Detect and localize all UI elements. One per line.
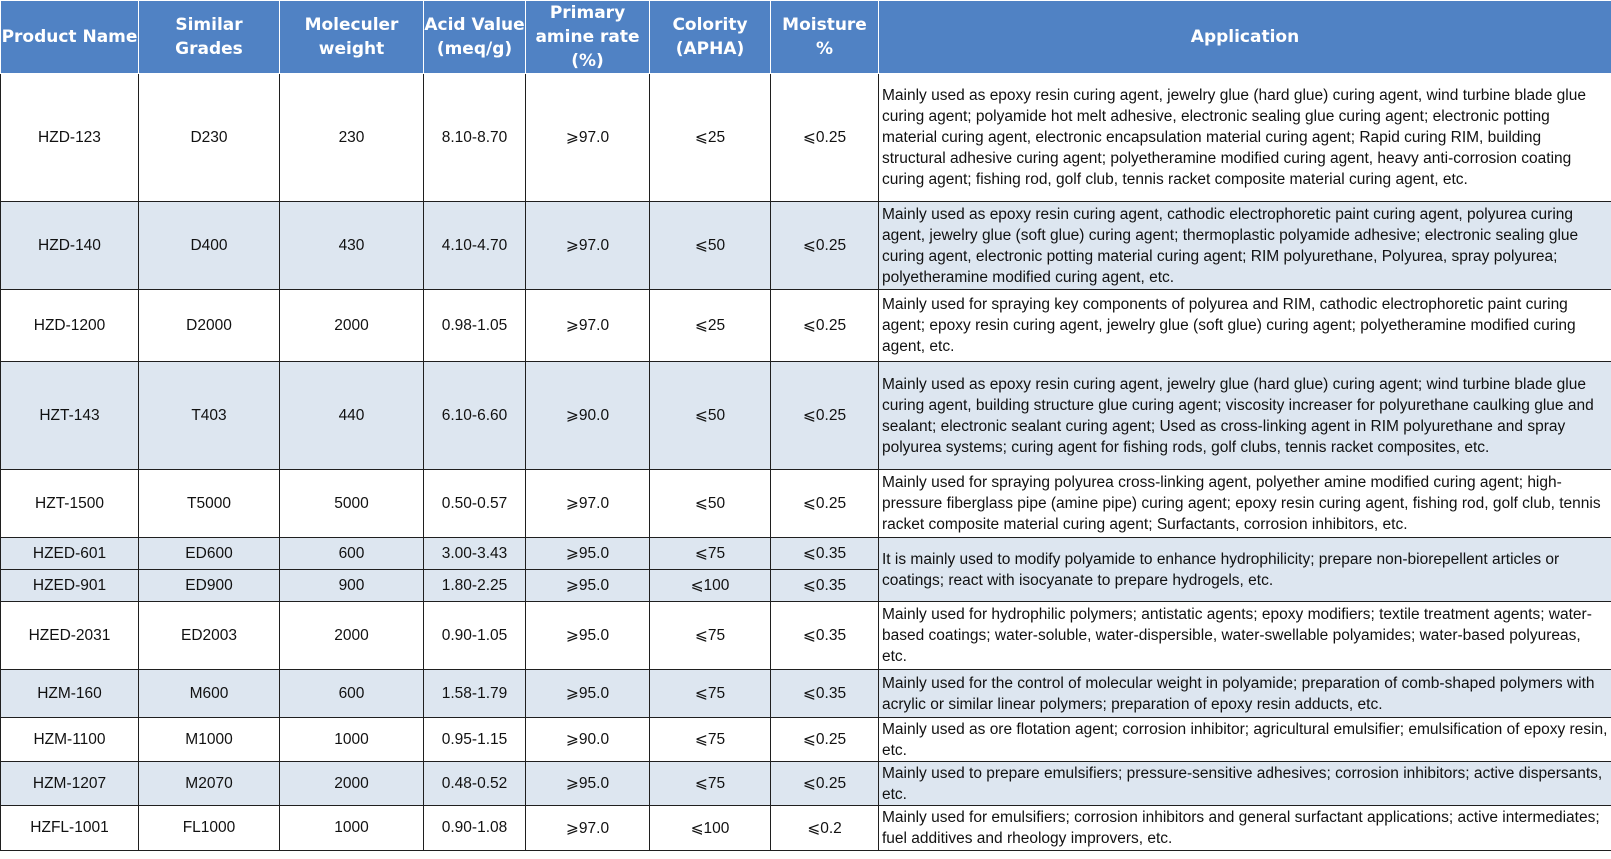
cell-moisture: ⩽0.35	[771, 602, 879, 670]
cell-primary-amine-rate: ⩾97.0	[526, 290, 650, 362]
cell-primary-amine-rate: ⩾90.0	[526, 362, 650, 470]
cell-acid-value: 4.10-4.70	[424, 202, 526, 290]
cell-moisture: ⩽0.25	[771, 74, 879, 202]
cell-product-name: HZM-160	[1, 670, 139, 718]
cell-colority: ⩽75	[650, 602, 771, 670]
cell-molecular-weight: 600	[280, 538, 424, 570]
cell-molecular-weight: 900	[280, 570, 424, 602]
cell-moisture: ⩽0.35	[771, 670, 879, 718]
cell-application: Mainly used to prepare emulsifiers; pressure-sensitive adhesives; corrosion inhibitors; active dispersants, etc.	[879, 762, 1611, 806]
cell-application: Mainly used for emulsifiers; corrosion inhibitors and general surfactant applications; active intermediates; fuel additives and rheology improvers, etc.	[879, 806, 1611, 851]
cell-colority: ⩽50	[650, 202, 771, 290]
cell-application: Mainly used as epoxy resin curing agent, jewelry glue (hard glue) curing agent; wind turbine blade glue curing agent, building structure glue curing agent; viscosity increaser for polyurethane caulking glue and sealant; electronic sealant curing agent; Used as cross-linking agent in RIM polyurethane and spray polyurea systems; curing agent for fishing rods, golf clubs, tennis racket composites, etc.	[879, 362, 1611, 470]
cell-molecular-weight: 2000	[280, 602, 424, 670]
cell-primary-amine-rate: ⩾97.0	[526, 806, 650, 851]
cell-similar-grade: T403	[139, 362, 280, 470]
cell-moisture: ⩽0.25	[771, 202, 879, 290]
cell-moisture: ⩽0.2	[771, 806, 879, 851]
cell-application: Mainly used as epoxy resin curing agent, jewelry glue (hard glue) curing agent, wind turbine blade glue curing agent; polyamide hot melt adhesive, electronic sealing glue curing agent; electronic potting material curing agent, electronic encapsulation material curing agent; Rapid curing RIM, building structural adhesive curing agent; polyetheramine modified curing agent, heavy anti-corrosion coating curing agent; fishing rod, golf club, tennis racket composite material curing agent, etc.	[879, 74, 1611, 202]
cell-product-name: HZT-1500	[1, 470, 139, 538]
cell-molecular-weight: 600	[280, 670, 424, 718]
cell-molecular-weight: 230	[280, 74, 424, 202]
cell-product-name: HZT-143	[1, 362, 139, 470]
cell-molecular-weight: 440	[280, 362, 424, 470]
cell-moisture: ⩽0.35	[771, 538, 879, 570]
cell-similar-grade: T5000	[139, 470, 280, 538]
cell-molecular-weight: 2000	[280, 290, 424, 362]
cell-acid-value: 8.10-8.70	[424, 74, 526, 202]
cell-primary-amine-rate: ⩾97.0	[526, 470, 650, 538]
header-colority: Colority (APHA)	[650, 1, 771, 74]
cell-primary-amine-rate: ⩾95.0	[526, 762, 650, 806]
table-row	[1, 470, 1611, 538]
table-row	[1, 290, 1611, 362]
cell-molecular-weight: 2000	[280, 762, 424, 806]
table-row	[1, 202, 1611, 290]
table-row	[1, 74, 1611, 202]
cell-product-name: HZD-123	[1, 74, 139, 202]
cell-colority: ⩽25	[650, 74, 771, 202]
table-row	[1, 762, 1611, 806]
header-primary-amine-rate: Primary amine rate (%)	[526, 1, 650, 74]
cell-primary-amine-rate: ⩾97.0	[526, 202, 650, 290]
cell-colority: ⩽50	[650, 470, 771, 538]
cell-moisture: ⩽0.25	[771, 470, 879, 538]
cell-colority: ⩽100	[650, 570, 771, 602]
cell-primary-amine-rate: ⩾95.0	[526, 538, 650, 570]
table-row	[1, 538, 1611, 570]
cell-product-name: HZED-601	[1, 538, 139, 570]
cell-product-name: HZED-2031	[1, 602, 139, 670]
cell-moisture: ⩽0.25	[771, 362, 879, 470]
cell-primary-amine-rate: ⩾90.0	[526, 718, 650, 762]
cell-acid-value: 0.90-1.05	[424, 602, 526, 670]
cell-application: Mainly used for spraying key components of polyurea and RIM, cathodic electrophoretic paint curing agent; epoxy resin curing agent, jewelry glue (soft glue) curing agent; polyetheramine modified curing agent, etc.	[879, 290, 1611, 362]
cell-similar-grade: ED2003	[139, 602, 280, 670]
cell-product-name: HZFL-1001	[1, 806, 139, 851]
cell-primary-amine-rate: ⩾95.0	[526, 602, 650, 670]
cell-application: Mainly used for the control of molecular weight in polyamide; preparation of comb-shaped polymers with acrylic or similar linear polymers; preparation of epoxy resin adducts, etc.	[879, 670, 1611, 718]
cell-moisture: ⩽0.35	[771, 570, 879, 602]
cell-primary-amine-rate: ⩾97.0	[526, 74, 650, 202]
cell-acid-value: 1.58-1.79	[424, 670, 526, 718]
cell-application: Mainly used as epoxy resin curing agent, cathodic electrophoretic paint curing agent, polyurea curing agent, jewelry glue (soft glue) curing agent; thermoplastic polyamide adhesive; electronic sealing glue curing agent, electronic potting material curing agent; RIM polyurethane, Polyurea, spray polyurea; polyetheramine modified curing agent, etc.	[879, 202, 1611, 290]
cell-moisture: ⩽0.25	[771, 718, 879, 762]
cell-application: Mainly used as ore flotation agent; corrosion inhibitor; agricultural emulsifier; emulsification of epoxy resin, etc.	[879, 718, 1611, 762]
cell-similar-grade: D230	[139, 74, 280, 202]
cell-similar-grade: FL1000	[139, 806, 280, 851]
header-moisture: Moisture %	[771, 1, 879, 74]
table-row	[1, 602, 1611, 670]
cell-molecular-weight: 430	[280, 202, 424, 290]
cell-application: Mainly used for hydrophilic polymers; antistatic agents; epoxy modifiers; textile treatment agents; water-based coatings; water-soluble, water-dispersible, water-swellable polyamides; water-based polyureas, etc.	[879, 602, 1611, 670]
cell-colority: ⩽75	[650, 670, 771, 718]
cell-acid-value: 6.10-6.60	[424, 362, 526, 470]
cell-product-name: HZM-1207	[1, 762, 139, 806]
cell-similar-grade: D400	[139, 202, 280, 290]
cell-colority: ⩽100	[650, 806, 771, 851]
table-row	[1, 362, 1611, 470]
cell-acid-value: 0.95-1.15	[424, 718, 526, 762]
cell-acid-value: 3.00-3.43	[424, 538, 526, 570]
cell-acid-value: 0.50-0.57	[424, 470, 526, 538]
cell-colority: ⩽75	[650, 762, 771, 806]
table-row	[1, 670, 1611, 718]
cell-primary-amine-rate: ⩾95.0	[526, 670, 650, 718]
cell-moisture: ⩽0.25	[771, 290, 879, 362]
cell-similar-grade: ED900	[139, 570, 280, 602]
cell-application: Mainly used for spraying polyurea cross-linking agent, polyether amine modified curing agent; high-pressure fiberglass pipe (amine pipe) curing agent; epoxy resin curing agent, fishing rod, golf club, tennis racket composite material curing agent; Surfactants, corrosion inhibitors, etc.	[879, 470, 1611, 538]
cell-similar-grade: ED600	[139, 538, 280, 570]
cell-colority: ⩽75	[650, 718, 771, 762]
header-molecular-weight: Moleculer weight	[280, 1, 424, 74]
cell-colority: ⩽25	[650, 290, 771, 362]
cell-moisture: ⩽0.25	[771, 762, 879, 806]
table-row	[1, 806, 1611, 851]
cell-similar-grade: M2070	[139, 762, 280, 806]
cell-colority: ⩽75	[650, 538, 771, 570]
cell-application: It is mainly used to modify polyamide to enhance hydrophilicity; prepare non-biorepellent articles or coatings; react with isocyanate to prepare hydrogels, etc.	[879, 538, 1611, 602]
cell-similar-grade: M600	[139, 670, 280, 718]
cell-molecular-weight: 5000	[280, 470, 424, 538]
cell-similar-grade: M1000	[139, 718, 280, 762]
cell-molecular-weight: 1000	[280, 806, 424, 851]
header-row	[1, 1, 1611, 74]
cell-product-name: HZD-1200	[1, 290, 139, 362]
cell-product-name: HZD-140	[1, 202, 139, 290]
cell-product-name: HZM-1100	[1, 718, 139, 762]
cell-acid-value: 1.80-2.25	[424, 570, 526, 602]
header-similar-grades: Similar Grades	[139, 1, 280, 74]
header-application: Application	[879, 1, 1611, 74]
cell-primary-amine-rate: ⩾95.0	[526, 570, 650, 602]
cell-acid-value: 0.48-0.52	[424, 762, 526, 806]
cell-similar-grade: D2000	[139, 290, 280, 362]
header-product-name: Product Name	[1, 1, 139, 74]
cell-molecular-weight: 1000	[280, 718, 424, 762]
cell-acid-value: 0.90-1.08	[424, 806, 526, 851]
cell-acid-value: 0.98-1.05	[424, 290, 526, 362]
cell-product-name: HZED-901	[1, 570, 139, 602]
header-acid-value: Acid Value (meq/g)	[424, 1, 526, 74]
table-row	[1, 718, 1611, 762]
cell-colority: ⩽50	[650, 362, 771, 470]
